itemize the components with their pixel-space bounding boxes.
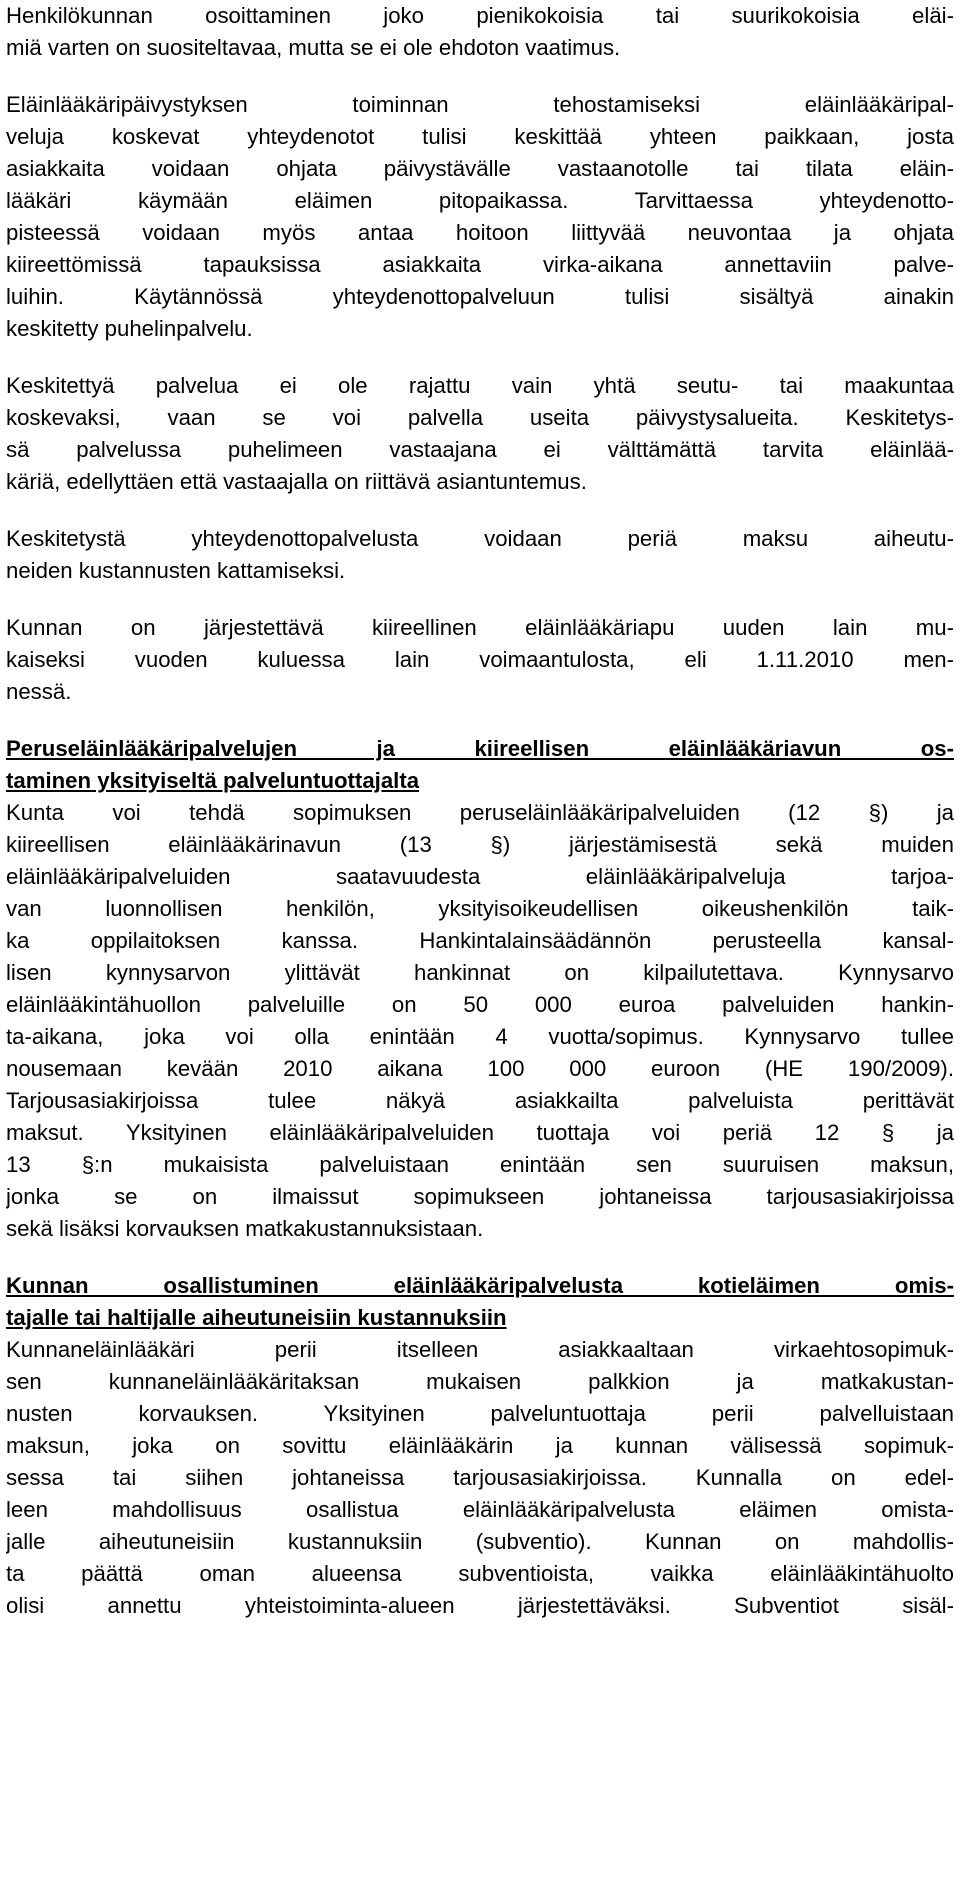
text-line: sekä lisäksi korvauksen matkakustannuksistaan. — [6, 1216, 484, 1241]
text-line: Kunnaneläinlääkäri perii itselleen asiakkaaltaan virkaehtosopimuk- — [6, 1337, 954, 1362]
text-line: nusten korvauksen. Yksityinen palveluntuottaja perii palvelluistaan — [6, 1401, 954, 1426]
paragraph-1 — [6, 89, 954, 345]
paragraph-gap — [6, 64, 954, 89]
paragraph-gap — [6, 587, 954, 612]
text-line: Kunta voi tehdä sopimuksen peruseläinlääkäripalveluiden (12 §) ja — [6, 800, 954, 825]
paragraph-4 — [6, 612, 954, 708]
text-line: koskevaksi, vaan se voi palvella useita päivystysalueita. Keskitetys- — [6, 405, 954, 430]
text-line: olisi annettu yhteistoiminta-alueen järjestettäväksi. Subventiot sisäl- — [6, 1593, 954, 1618]
text-line: ta-aikana, joka voi olla enintään 4 vuotta/sopimus. Kynnysarvo tullee — [6, 1024, 954, 1049]
text-line: Kunnan on järjestettävä kiireellinen eläinlääkäriapu uuden lain mu- — [6, 615, 954, 640]
section-6 — [6, 1270, 954, 1622]
text-line: kiireellisen eläinlääkärinavun (13 §) järjestämisestä sekä muiden — [6, 832, 954, 857]
text-line: ka oppilaitoksen kanssa. Hankintalainsäädännön perusteella kansal- — [6, 928, 954, 953]
section-heading-line: Kunnan osallistuminen eläinlääkäripalvelusta kotieläimen omis- — [6, 1273, 954, 1298]
text-line: miä varten on suositeltavaa, mutta se ei ole ehdoton vaatimus. — [6, 35, 621, 60]
text-line: kaiseksi vuoden kuluessa lain voimaantulosta, eli 1.11.2010 men- — [6, 647, 954, 672]
paragraph-3 — [6, 523, 954, 587]
text-line: leen mahdollisuus osallistua eläinlääkäripalvelusta eläimen omista- — [6, 1497, 954, 1522]
text-line: keskitetty puhelinpalvelu. — [6, 316, 253, 341]
text-line: eläinlääkintähuollon palveluille on 50 000 euroa palveluiden hankin- — [6, 992, 954, 1017]
text-line: sä palvelussa puhelimeen vastaajana ei välttämättä tarvita eläinlää- — [6, 437, 954, 462]
text-line: nousemaan kevään 2010 aikana 100 000 euroon (HE 190/2009). — [6, 1056, 954, 1081]
text-line: jalle aiheutuneisiin kustannuksiin (subventio). Kunnan on mahdollis- — [6, 1529, 954, 1554]
text-line: neiden kustannusten kattamiseksi. — [6, 558, 346, 583]
paragraph-gap — [6, 1245, 954, 1270]
text-line: Henkilökunnan osoittaminen joko pienikokoisia tai suurikokoisia eläi- — [6, 3, 954, 28]
paragraph-0 — [6, 0, 954, 64]
text-line: pisteessä voidaan myös antaa hoitoon liittyvää neuvontaa ja ohjata — [6, 220, 954, 245]
text-line: 13 §:n mukaisista palveluistaan enintään sen suuruisen maksun, — [6, 1152, 954, 1177]
document-page — [6, 0, 954, 1622]
text-line: Keskitettyä palvelua ei ole rajattu vain yhtä seutu- tai maakuntaa — [6, 373, 954, 398]
section-heading-line: tajalle tai haltijalle aiheutuneisiin kustannuksiin — [6, 1305, 507, 1330]
text-line: lisen kynnysarvon ylittävät hankinnat on kilpailutettava. Kynnysarvo — [6, 960, 954, 985]
text-line: lääkäri käymään eläimen pitopaikassa. Tarvittaessa yhteydenotto- — [6, 188, 954, 213]
text-line: luihin. Käytännössä yhteydenottopalveluun tulisi sisältyä ainakin — [6, 284, 954, 309]
text-line: Keskitetystä yhteydenottopalvelusta voidaan periä maksu aiheutu- — [6, 526, 954, 551]
text-line: asiakkaita voidaan ohjata päivystävälle vastaanotolle tai tilata eläin- — [6, 156, 954, 181]
section-heading-line: Peruseläinlääkäripalvelujen ja kiireellisen eläinlääkäriavun os- — [6, 736, 954, 761]
text-line: maksut. Yksityinen eläinlääkäripalveluiden tuottaja voi periä 12 § ja — [6, 1120, 954, 1145]
text-line: van luonnollisen henkilön, yksityisoikeudellisen oikeushenkilön taik- — [6, 896, 954, 921]
section-heading-line: taminen yksityiseltä palveluntuottajalta — [6, 768, 420, 793]
text-line: sessa tai siihen johtaneissa tarjousasiakirjoissa. Kunnalla on edel- — [6, 1465, 954, 1490]
text-line: maksun, joka on sovittu eläinlääkärin ja kunnan välisessä sopimuk- — [6, 1433, 954, 1458]
text-line: nessä. — [6, 679, 72, 704]
text-line: sen kunnaneläinlääkäritaksan mukaisen palkkion ja matkakustan- — [6, 1369, 954, 1394]
text-line: kiireettömissä tapauksissa asiakkaita virka-aikana annettaviin palve- — [6, 252, 954, 277]
paragraph-gap — [6, 345, 954, 370]
text-line: veluja koskevat yhteydenotot tulisi keskittää yhteen paikkaan, josta — [6, 124, 954, 149]
paragraph-gap — [6, 708, 954, 733]
text-line: Tarjousasiakirjoissa tulee näkyä asiakkailta palveluista perittävät — [6, 1088, 954, 1113]
paragraph-2 — [6, 370, 954, 498]
text-line: Eläinlääkäripäivystyksen toiminnan tehostamiseksi eläinlääkäripal- — [6, 92, 954, 117]
section-5 — [6, 733, 954, 1245]
text-line: eläinlääkäripalveluiden saatavuudesta eläinlääkäripalveluja tarjoa- — [6, 864, 954, 889]
text-line: käriä, edellyttäen että vastaajalla on riittävä asiantuntemus. — [6, 469, 587, 494]
text-line: jonka se on ilmaissut sopimukseen johtaneissa tarjousasiakirjoissa — [6, 1184, 954, 1209]
paragraph-gap — [6, 498, 954, 523]
text-line: ta päättä oman alueensa subventioista, vaikka eläinlääkintähuolto — [6, 1561, 954, 1586]
